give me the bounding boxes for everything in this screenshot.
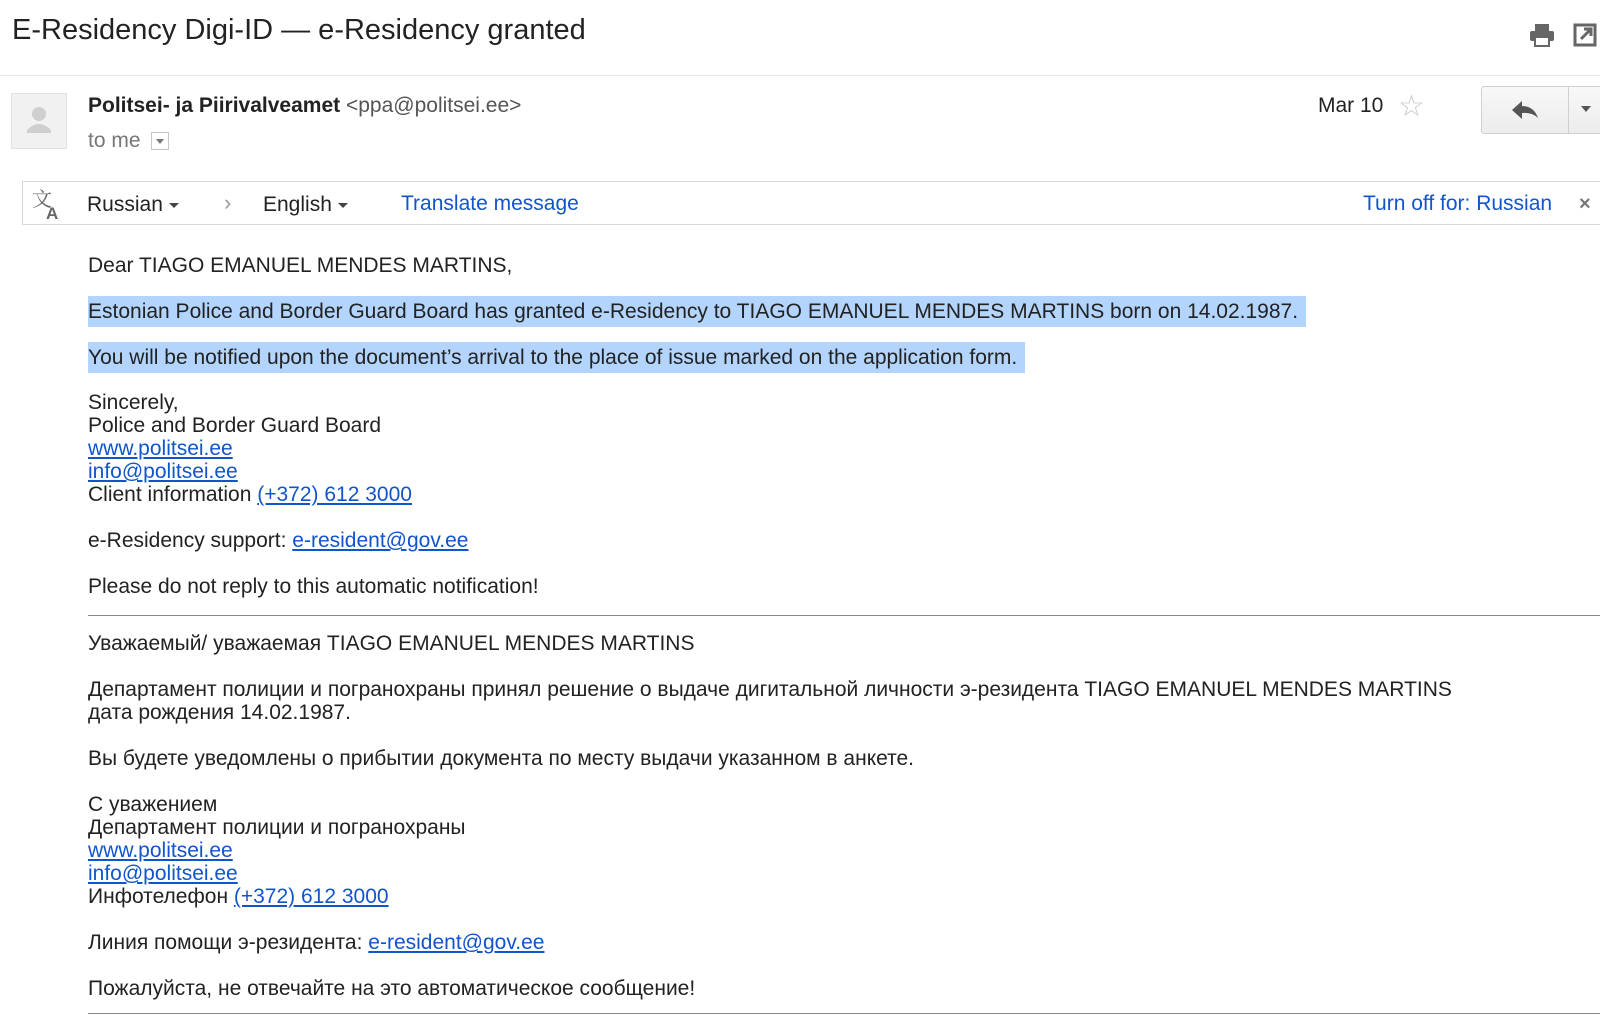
sender-avatar — [11, 93, 67, 149]
email-link[interactable]: info@politsei.ee — [88, 862, 238, 885]
support-line-en — [88, 529, 468, 552]
translate-bar — [22, 181, 1600, 225]
source-language-label: Russian — [87, 193, 163, 216]
divider — [88, 615, 1600, 616]
website-link[interactable]: www.politsei.ee — [88, 839, 233, 862]
turn-off-translation-link[interactable]: Turn off for: Russian — [1363, 192, 1553, 215]
phone-line-ru — [88, 885, 389, 908]
reply-icon — [1482, 87, 1568, 133]
print-icon[interactable] — [1528, 22, 1556, 48]
org-name-ru: Департамент полиции и погранохраны — [88, 816, 466, 839]
target-language-select[interactable] — [263, 193, 348, 217]
paragraph-ru-1-line2: дата рождения 14.02.1987. — [88, 701, 351, 724]
website-link-en — [88, 437, 233, 460]
recipient-label: to me — [88, 129, 141, 152]
source-language-select[interactable] — [87, 193, 179, 217]
phone-link[interactable]: (+372) 612 3000 — [233, 885, 389, 908]
paragraph-ru-2: Вы будете уведомлены о прибытии документа по месту выдачи указанном в анкете. — [88, 747, 914, 770]
new-window-icon[interactable] — [1572, 22, 1598, 48]
email-link[interactable]: info@politsei.ee — [88, 460, 238, 483]
more-actions-button[interactable] — [1568, 87, 1600, 133]
support-email-link[interactable]: e-resident@gov.ee — [292, 529, 469, 552]
close-icon[interactable]: × — [1579, 193, 1591, 215]
signoff-en: Sincerely, — [88, 391, 179, 414]
chevron-down-icon — [169, 203, 179, 208]
chevron-right-icon: › — [224, 190, 232, 215]
support-label: e-Residency support: — [88, 529, 293, 552]
translate-message-link[interactable]: Translate message — [401, 192, 579, 215]
reply-button-group — [1481, 86, 1600, 134]
website-link[interactable]: www.politsei.ee — [88, 437, 233, 460]
svg-text:A: A — [46, 204, 59, 222]
greeting-ru: Уважаемый/ уважаемая TIAGO EMANUEL MENDES MARTINS — [88, 632, 695, 655]
sender-email: <ppa@politsei.ee> — [345, 94, 522, 117]
notice-en: Please do not reply to this automatic notification! — [88, 575, 539, 598]
paragraph-ru-1-line1: Департамент полиции и погранохраны принял решение о выдаче дигитальной личности э-резидента TIAGO EMANUEL MENDES MARTINS — [88, 678, 1452, 701]
client-info-en — [88, 483, 412, 506]
translate-icon — [31, 186, 65, 222]
show-details-icon[interactable] — [151, 132, 169, 150]
highlighted-text: You will be notified upon the document’s arrival to the place of issue marked on the application form. — [88, 342, 1025, 373]
reply-button[interactable] — [1482, 87, 1568, 133]
support-label: Линия помощи э-резидента: — [88, 931, 369, 954]
svg-text:文: 文 — [32, 187, 52, 211]
website-link-ru — [88, 839, 233, 862]
email-link-en — [88, 460, 238, 483]
star-icon[interactable]: ☆ — [1398, 90, 1425, 123]
notice-ru: Пожалуйста, не отвечайте на это автоматическое сообщение! — [88, 977, 696, 1000]
divider — [88, 1013, 1600, 1014]
support-line-ru — [88, 931, 544, 954]
highlighted-text: Estonian Police and Border Guard Board has granted e-Residency to TIAGO EMANUEL MENDES MARTINS born on 14.02.1987. — [88, 296, 1306, 327]
paragraph-en-2 — [88, 346, 1025, 369]
email-link-ru — [88, 862, 238, 885]
recipient-line — [88, 129, 169, 153]
person-icon — [12, 94, 66, 148]
chevron-down-icon — [338, 203, 348, 208]
sender-line — [88, 94, 521, 118]
paragraph-en-1 — [88, 300, 1306, 323]
org-name-en: Police and Border Guard Board — [88, 414, 382, 437]
greeting-en: Dear TIAGO EMANUEL MENDES MARTINS, — [88, 254, 513, 277]
target-language-label: English — [263, 193, 332, 216]
subject-bar — [0, 0, 1600, 76]
client-info-label: Client information — [88, 483, 258, 506]
phone-link[interactable]: (+372) 612 3000 — [257, 483, 412, 506]
sender-name[interactable]: Politsei- ja Piirivalveamet — [88, 94, 341, 117]
signoff-ru: С уважением — [88, 793, 218, 816]
phone-label: Инфотелефон — [88, 885, 234, 908]
email-subject: E-Residency Digi-ID — e-Residency granted — [12, 14, 586, 46]
support-email-link[interactable]: e-resident@gov.ee — [368, 931, 545, 954]
message-date: Mar 10 — [1318, 94, 1384, 117]
